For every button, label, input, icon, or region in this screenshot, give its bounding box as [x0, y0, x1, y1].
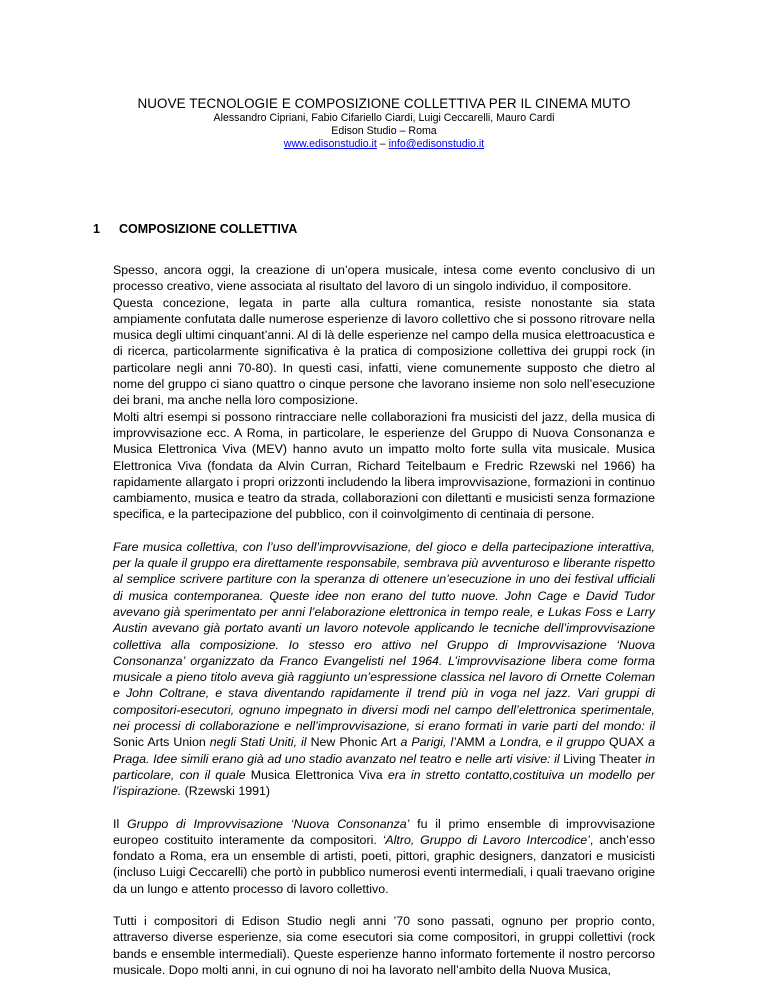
- quote-text: a Praga. Idee simili erano già ad uno stadio avanzato nel teatro e nelle arti visive: il: [113, 735, 655, 766]
- quote-citation: (Rzewski 1991): [181, 784, 271, 799]
- paragraph-6: Tutti i compositori di Edison Studio negli anni ’70 sono passati, ognuno per proprio conto, attraverso diverse esperienze, sia come esecutori sia come compositori, in gruppi collettivi (rock bands e ensemble intermediali). Queste esperienze hanno informato fortemente il nostro percorso musicale. Dopo molti anni, in cui ognuno di noi ha lavorato nell’ambito della Nuova Musica,: [113, 913, 655, 977]
- quote-group-name: Living Theater: [563, 751, 642, 766]
- paragraph-5: [113, 816, 655, 897]
- quote-paragraph: [113, 539, 655, 800]
- quote-text: negli Stati Uniti, il: [205, 735, 311, 750]
- quote-group-name: QUAX: [608, 735, 645, 750]
- body-text: [113, 262, 655, 994]
- group-name-italic: Gruppo di Improvvisazione ‘Nuova Consonanza’: [126, 816, 410, 831]
- group-name-italic: ‘Altro, Gruppo di Lavoro Intercodice’: [382, 832, 590, 847]
- quote-text: Fare musica collettiva, con l’uso dell’improvvisazione, del gioco e della partecipazione interattiva, per la quale il gruppo era direttamente responsabile, sembrava più avventuroso e liberante rispetto al semplice scrivere partiture con la speranza di ottenere un’esecuzione in uno dei festival ufficiali di musica contemporanea. Queste idee non erano del tutto nuove. John Cage e David Tudor avevano già sperimentato per anni l’elaborazione elettronica in tempo reale, e Lukas Foss e Larry Austin avevano già portato avanti un lavoro notevole applicando le tecniche dell’improvvisazione collettiva alla composizione. Io stesso ero attivo nel Gruppo di Improvvisazione ‘Nuova Consonanza’ organizzato da Franco Evangelisti nel 1964. L’improvvisazione libera come forma musicale a pieno titolo aveva già raggiunto un’espressione classica nel lavoro di Ornette Coleman e John Coltrane, e stava diventando rapidamente il trend più in voga nel jazz. Vari gruppi di compositori-esecutori, ognuno impegnato in diversi modi nel campo dell’elettronica sperimentale, nei processi di collaborazione e nell’improvvisazione, si erano formati in varie parti del mondo: il: [113, 539, 655, 734]
- affiliation: Edison Studio – Roma: [331, 125, 437, 137]
- paper-header: [0, 96, 768, 151]
- email-link[interactable]: info@edisonstudio.it: [388, 138, 485, 150]
- quote-group-name: Musica Elettronica Viva: [250, 767, 383, 782]
- paper-title: NUOVE TECNOLOGIE E COMPOSIZIONE COLLETTIVA PER IL CINEMA MUTO: [137, 96, 631, 111]
- contact-links: [0, 138, 768, 151]
- quote-text: in particolare, con il quale: [113, 751, 655, 782]
- quote-text: era in stretto contatto,costituiva un modello per l’ispirazione.: [113, 767, 655, 799]
- quote-group-name: New Phonic Art: [310, 735, 397, 750]
- section-number: 1: [93, 222, 100, 236]
- paragraph-3: Molti altri esempi si possono rintracciare nelle collaborazioni fra musicisti del jazz, della musica di improvvisazione ecc. A Roma, in particolare, le esperienze del Gruppo di Nuova Consonanza e Musica Elettronica Viva (MEV) hanno avuto un impatto molto forte sulla vita musicale. Musica Elettronica Viva (fondata da Alvin Curran, Richard Teitelbaum e Fredric Rzewski nel 1966) ha rapidamente allargato i propri orizzonti includendo la libera improvvisazione, formazioni in continuo cambiamento, musica e teatro da strada, collaborazioni con dilettanti e musicisti senza formazione specifica, e la partecipazione del pubblico, con il coinvolgimento di centinaia di persone.: [113, 409, 655, 522]
- quote-text: a Londra, e il gruppo: [484, 735, 609, 750]
- quote-group-name: Sonic Arts Union: [113, 735, 206, 750]
- author-list: Alessandro Cipriani, Fabio Cifariello Ciardi, Luigi Ceccarelli, Mauro Cardi: [213, 112, 555, 124]
- link-separator: –: [376, 138, 389, 150]
- paragraph-1: Spesso, ancora oggi, la creazione di un’opera musicale, intesa come evento conclusivo di un processo creativo, viene associata al risultato del lavoro di un singolo individuo, il compositore.: [113, 263, 655, 294]
- section-title: COMPOSIZIONE COLLETTIVA: [119, 222, 298, 236]
- quote-group-name: AMM: [456, 735, 485, 750]
- paragraph-2: Questa concezione, legata in parte alla cultura romantica, resiste nonostante sia stata ampiamente confutata dalle numerose esperienze di lavoro collettivo che si possono ritrovare nella musica degli ultimi cinquant’anni. Al di là delle esperienze nel campo della musica elettroacustica e di ricerca, particolarmente significativa è la pratica di composizione collettiva dei gruppi rock (in particolare negli anni 70-80). In questi casi, infatti, viene comunemente supposto che dietro al nome del gruppo ci siano quattro o cinque persone che lavorano insieme non solo nell’esecuzione dei brani, ma anche nella loro composizione.: [113, 295, 655, 408]
- paragraph-text: Il: [113, 816, 127, 831]
- paragraph-text: , anch’esso fondato a Roma, era un ensemble di artisti, poeti, pittori, graphic designers, danzatori e musicisti (incluso Luigi Ceccarelli) che portò in pubblico numerosi eventi intermediali, i quali traevano origine da un lungo e attento processo di lavoro collettivo.: [113, 832, 656, 896]
- section-heading: [93, 221, 297, 237]
- quote-text: a Parigi, l’: [396, 735, 456, 750]
- paragraph-text: fu il primo ensemble di improvvisazione europeo costituito interamente da compositori.: [113, 816, 655, 847]
- website-link[interactable]: www.edisonstudio.it: [283, 138, 377, 150]
